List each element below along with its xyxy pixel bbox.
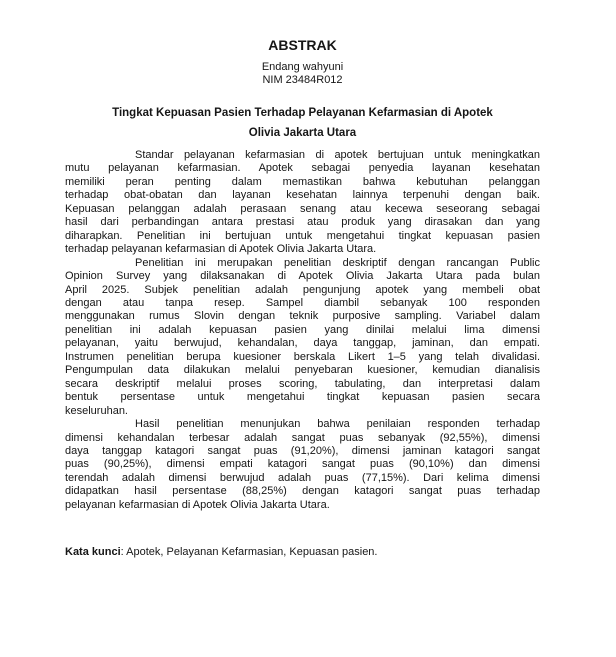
paragraph-line: bentuk persentase untuk mengetahui tingkat kepuasan pasien secara xyxy=(65,391,540,404)
paragraph-line: hasil dari perbandingan antara prestasi atau produk yang dirasakan dan yang xyxy=(65,216,540,229)
paragraph-line: Kepuasan pelanggan adalah perasaan senang atau kecewa seseorang sebagai xyxy=(65,202,540,215)
paragraph-line: Instrumen penelitian berupa kuesioner berskala Likert 1–5 yang telah divalidasi. xyxy=(65,350,540,363)
paragraph-line: didapatkan hasil persentase (88,25%) dengan katagori sangat puas terhadap xyxy=(65,485,540,498)
paragraph xyxy=(65,418,540,512)
paragraph-line: keseluruhan. xyxy=(65,404,128,417)
paragraph-line: secara deskriptif melalui proses scoring, tabulating, dan interpretasi dalam xyxy=(65,377,540,390)
thesis-title-line-1: Tingkat Kepuasan Pasien Terhadap Pelayanan Kefarmasian di Apotek xyxy=(112,107,493,119)
paragraph-line: April 2025. Subjek penelitian adalah pengunjung apotek yang membeli obat xyxy=(65,283,540,296)
paragraph-line: pelayanan, yaitu berwujud, kehandalan, daya tanggap, jaminan, dan empati. xyxy=(65,337,540,350)
paragraph-line: memiliki peran penting dalam memastikan bahwa kebutuhan pelanggan xyxy=(65,175,540,188)
paragraph-line: Standar pelayanan kefarmasian di apotek bertujuan untuk meningkatkan xyxy=(135,149,540,161)
paragraph xyxy=(65,149,540,257)
paragraph-line: terhadap obat-obatan dan layanan kesehatan lainnya terpenuhi dengan baik. xyxy=(65,189,540,202)
thesis-title xyxy=(65,103,540,143)
paragraph-line: daya tanggap katagori sangat puas (91,20%), dimensi jaminan katagori sangat xyxy=(65,444,540,457)
paragraph-line: penelitian ini adalah kepuasan pasien yang dinilai melalui lima dimensi xyxy=(65,323,540,336)
paragraph-line: pelayanan kefarmasian di Apotek Olivia Jakarta Utara. xyxy=(65,498,330,511)
paragraph-line: terendah adalah dimensi berwujud adalah puas (77,15%). Dari kelima dimensi xyxy=(65,471,540,484)
keywords-text: : Apotek, Pelayanan Kefarmasian, Kepuasan pasien. xyxy=(120,546,378,559)
keywords-label: Kata kunci xyxy=(65,546,121,559)
abstract-heading: ABSTRAK xyxy=(268,37,337,53)
paragraph-line: dengan atau tanpa resep. Sampel diambil sebanyak 100 responden xyxy=(65,296,540,309)
paragraph xyxy=(65,257,540,418)
paragraph-line: puas (90,25%), dimensi empati katagori sangat puas (90,10%) dan dimensi xyxy=(65,458,540,471)
keywords-line xyxy=(65,546,540,559)
paragraph-line: Opinion Survey yang dilaksanakan di Apotek Olivia Jakarta Utara pada bulan xyxy=(65,270,540,283)
paragraph-line: Hasil penelitian menunjukan bahwa penilaian responden terhadap xyxy=(135,418,540,431)
paragraph-line: dimensi kehandalan terbesar adalah sangat puas sebanyak (92,55%), dimensi xyxy=(65,431,540,444)
paragraph-line: Penelitian ini merupakan penelitian deskriptif dengan rancangan Public xyxy=(135,256,540,269)
author-name: Endang wahyuni xyxy=(261,61,344,73)
paragraph-line: Pengumpulan data dilakukan melalui penyebaran kuesioner, kemudian dianalisis xyxy=(65,364,540,377)
paragraph-line: terhadap pelayanan kefarmasian di Apotek Olivia Jakarta Utara. xyxy=(65,243,377,256)
paragraph-line: diharapkan. Penelitian ini bertujuan untuk mengetahui tingkat kepuasan pasien xyxy=(65,229,540,242)
paragraph-line: menggunakan rumus Slovin dengan teknik purposive sampling. Variabel dalam xyxy=(65,310,540,323)
thesis-title-line-2: Olivia Jakarta Utara xyxy=(248,127,357,139)
paragraph-line: mutu pelayanan kefarmasian. Apotek sebagai penyedia layanan kesehatan xyxy=(65,162,540,175)
abstract-body xyxy=(65,149,540,512)
student-id: NIM 23484R012 xyxy=(262,73,343,86)
